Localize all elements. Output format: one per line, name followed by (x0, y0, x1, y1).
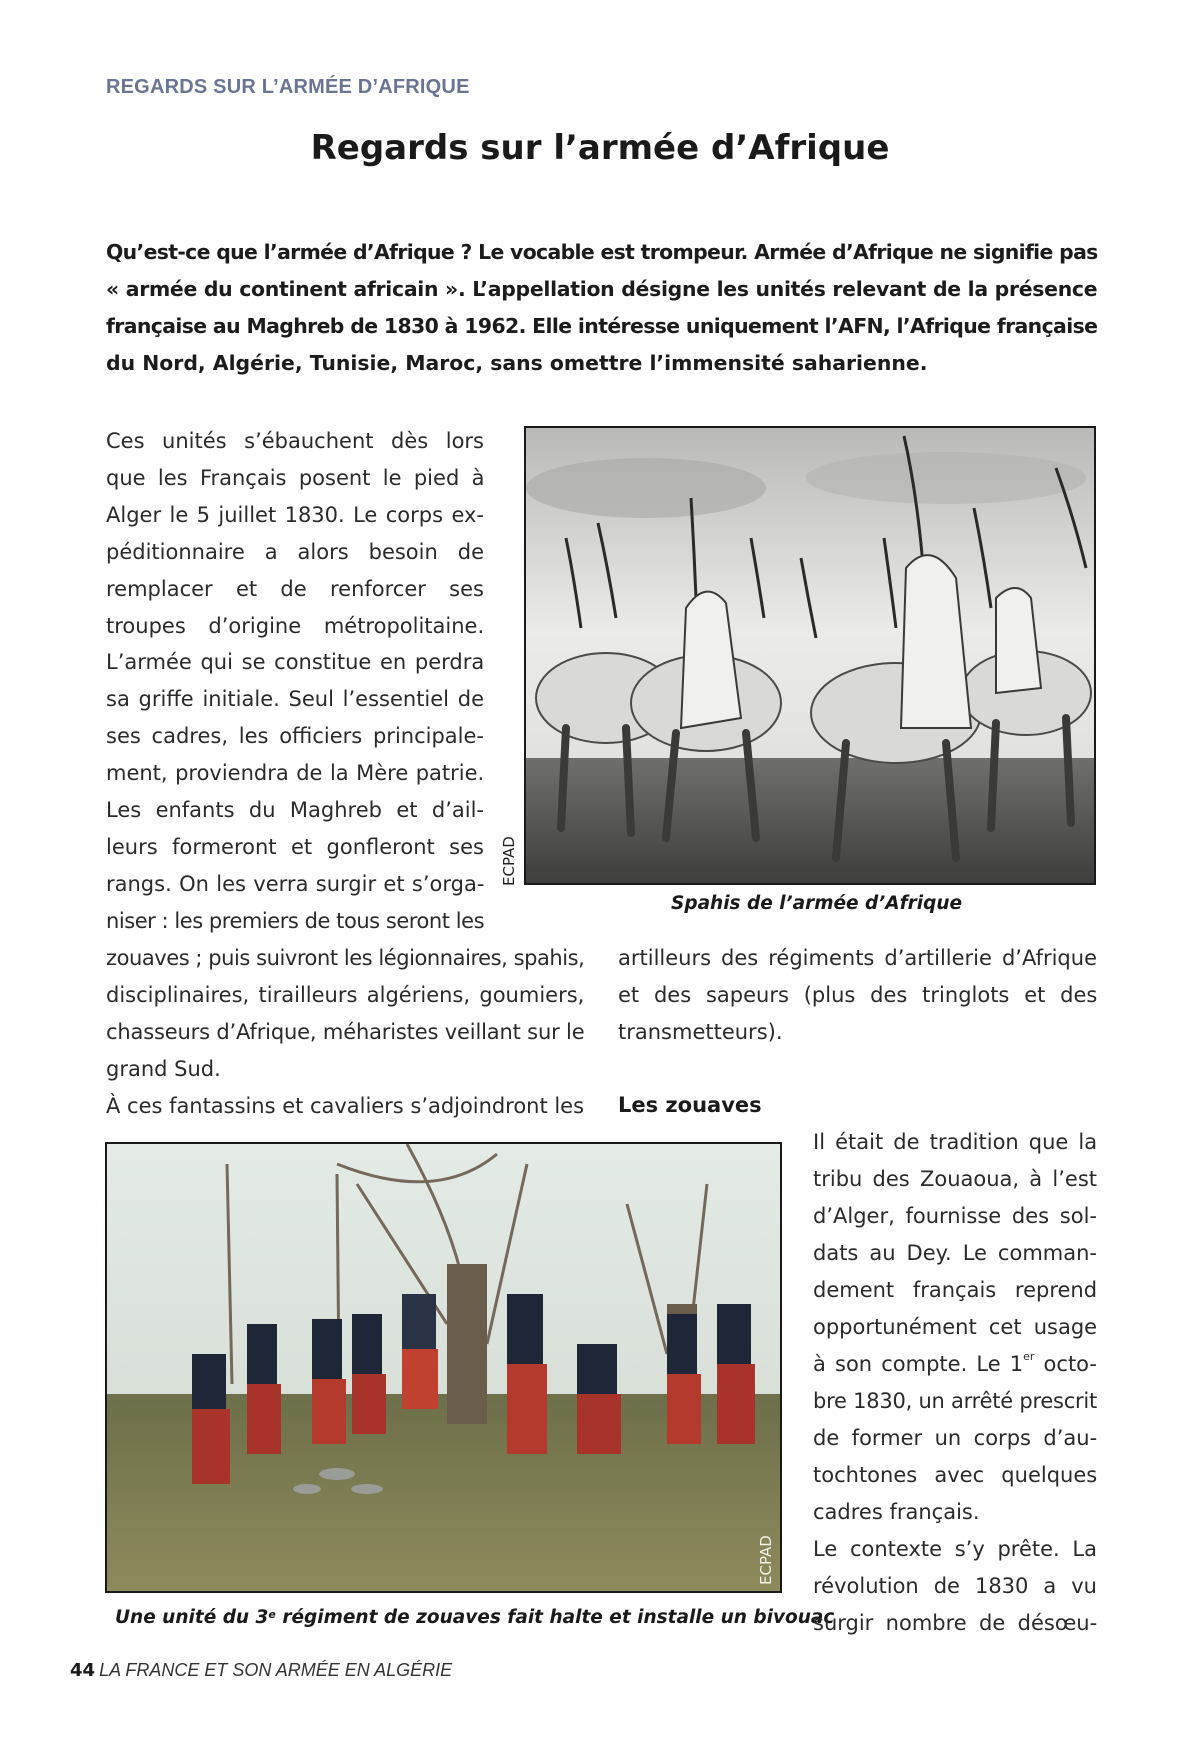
caption-superscript: e (268, 1608, 276, 1621)
photo-caption: Spahis de l’armée d’Afrique (671, 893, 963, 914)
body-line: leurs formeront et gonfleront ses (106, 835, 484, 859)
body-line: Alger le 5 juillet 1830. Le corps ex- (106, 503, 484, 527)
body-line: À ces fantassins et cavaliers s’adjoindront les (106, 1094, 584, 1118)
body-line: cadres français. (813, 1500, 980, 1524)
body-line: péditionnaire a alors besoin de (106, 540, 484, 564)
spahis-photo-illustration (526, 428, 1094, 883)
intro-line: « armée du continent africain ». L’appellation désigne les unités relevant de la présence (106, 277, 1098, 301)
body-line: révolution de 1830 a vu (813, 1574, 1097, 1598)
photo-credit: ECPAD (757, 1535, 775, 1585)
body-line: rangs. On les verra surgir et s’orga- (106, 872, 485, 896)
book-title: LA FRANCE ET SON ARMÉE EN ALGÉRIE (99, 1660, 453, 1680)
body-line: transmetteurs). (618, 1020, 783, 1044)
page-footer (70, 1660, 452, 1681)
body-line: tribu des Zouaoua, à l’est (813, 1167, 1097, 1191)
page-number: 44 (70, 1660, 96, 1681)
photo-credit: ECPAD (500, 836, 518, 886)
body-line: remplacer et de renforcer ses (106, 577, 484, 601)
body-text: à son compte. Le 1 (813, 1352, 1024, 1376)
body-line: dats au Dey. Le comman- (813, 1241, 1097, 1265)
body-line: sa griffe initiale. Seul l’essentiel de (106, 687, 484, 711)
body-line: L’armée qui se constitue en perdra (106, 650, 485, 674)
body-line: ses cadres, les officiers principale- (106, 724, 484, 748)
intro-line: Qu’est-ce que l’armée d’Afrique ? Le vocable est trompeur. Armée d’Afrique ne signifie pas (106, 240, 1098, 264)
body-line: Le contexte s’y prête. La (813, 1537, 1097, 1561)
body-line: surgir nombre de désœu- (813, 1611, 1098, 1635)
intro-line: du Nord, Algérie, Tunisie, Maroc, sans omettre l’immensité saharienne. (106, 351, 928, 375)
page-title: Regards sur l’armée d’Afrique (310, 128, 890, 168)
body-line: niser : les premiers de tous seront les (106, 909, 485, 933)
body-line: et des sapeurs (plus des tringlots et des (618, 983, 1098, 1007)
body-line: zouaves ; puis suivront les légionnaires, spahis, (106, 946, 585, 970)
photo-caption (115, 1607, 834, 1628)
body-line: que les Français posent le pied à (106, 466, 485, 490)
body-line: ment, proviendra de la Mère patrie. (106, 761, 485, 785)
caption-text: Une unité du 3 (115, 1607, 269, 1628)
body-line (813, 1349, 1097, 1379)
body-line: tochtones avec quelques (813, 1463, 1098, 1487)
intro-line: française au Maghreb de 1830 à 1962. Elle intéresse uniquement l’AFN, l’Afrique française (106, 314, 1098, 338)
body-text: octo- (1034, 1352, 1097, 1376)
body-line: opportunément cet usage (813, 1315, 1098, 1339)
body-line: dement français reprend (813, 1278, 1098, 1302)
body-line: de former un corps d’au- (813, 1426, 1098, 1450)
body-line: d’Alger, fournisse des sol- (813, 1204, 1097, 1228)
zouaves-photo-illustration (107, 1144, 780, 1591)
body-line: Ces unités s’ébauchent dès lors (106, 429, 484, 453)
body-line: Il était de tradition que la (813, 1130, 1098, 1154)
body-line: artilleurs des régiments d’artillerie d’Afrique (618, 946, 1097, 970)
body-line: bre 1830, un arrêté prescrit (813, 1389, 1097, 1413)
body-line: chasseurs d’Afrique, méharistes veillant sur le (106, 1020, 585, 1044)
zouaves-photo (105, 1142, 782, 1593)
body-line: grand Sud. (106, 1057, 221, 1081)
body-line: disciplinaires, tirailleurs algériens, goumiers, (106, 983, 585, 1007)
caption-text: régiment de zouaves fait halte et installe un bivouac (275, 1607, 835, 1628)
section-heading: Les zouaves (618, 1093, 762, 1117)
body-line: Les enfants du Maghreb et d’ail- (106, 798, 484, 822)
body-line: troupes d’origine métropolitaine. (106, 614, 485, 638)
running-head: REGARDS SUR L’ARMÉE D’AFRIQUE (106, 76, 470, 98)
superscript: er (1023, 1350, 1035, 1363)
spahis-photo (524, 426, 1096, 885)
